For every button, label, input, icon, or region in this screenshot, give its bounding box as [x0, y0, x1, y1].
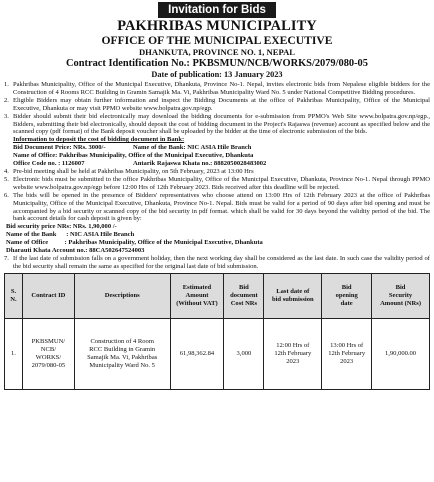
municipality-title: PAKHRIBAS MUNICIPALITY	[117, 18, 317, 34]
deposit-bank: Name of the Bank: NIC ASIA Hile Branch	[133, 144, 252, 152]
address-line: DHANKUTA, PROVINCE NO. 1, NEPAL	[138, 47, 296, 57]
table-header-row	[5, 273, 430, 318]
header-security-amount: Bid Security Amount (NRs)	[372, 273, 430, 318]
cell-last-date: 12:00 Hrs of 12th February 2023	[264, 318, 322, 389]
header-estimated-amount: Estimated Amount (Without VAT)	[170, 273, 224, 318]
header-sn: S. N.	[5, 273, 23, 318]
deposit-row-3	[13, 160, 430, 168]
notice-page	[0, 2, 434, 482]
security-account: Dharauti Khata Account no.: 88CA502647524003	[6, 247, 145, 255]
clause-3	[4, 113, 430, 137]
cell-sn: 1.	[5, 318, 23, 389]
office-code: Office Code no. : 1126007	[13, 160, 85, 168]
cell-estimated-amount: 61,98,362.84	[170, 318, 224, 389]
office-title: OFFICE OF THE MUNICIPAL EXECUTIVE	[101, 34, 333, 47]
clause-number: 3.	[4, 112, 9, 120]
header-contract-id: Contract ID	[22, 273, 74, 318]
clause-text: If the last date of submission falls on a government holiday, then the next working day shall be considered as the last date. In such case the validity period of the bid security shall remain the same as specified for the original last date of bid submission.	[13, 254, 430, 270]
bid-table	[4, 273, 430, 390]
clause-number: 1.	[4, 81, 9, 88]
security-price: Bid security price NRs: NRs. 1,90,000 /-	[6, 223, 117, 231]
clause-text: Eligible Bidders may obtain further information and inspect the Bidding Documents at the office of Pakhribas Municipality, Office of the Municipal Executive, Dhankuta or may visit PPMO website www.bolpatra.gov.np/egp.	[13, 96, 430, 112]
header-opening-date: Bid opening date	[322, 273, 372, 318]
publication-date: Date of publication: 13 January 2023	[151, 70, 283, 79]
cell-opening-date: 13:00 Hrs of 12th February 2023	[322, 318, 372, 389]
contract-id-line: Contract Identification No.: PKBSMUN/NCB/WORKS/2079/080-05	[66, 58, 368, 69]
clause-5	[4, 176, 430, 192]
clause-number: 5.	[4, 175, 9, 183]
clause-text: Electronic bids must be submitted to the office Pakhribas Municipality, Office of the Municipal Executive, Dhankuta, Province No-1. Nepal through PPMO website www.bolpatra.gov.np/egp before 12:00 Hrs of 12th February 2023. Bids received after this deadline will be rejected.	[13, 175, 430, 191]
security-bank: Name of the Bank : NIC ASIA Hile Branch	[6, 231, 135, 239]
deposit-info	[4, 136, 430, 168]
security-office: Name of Office : Pakhribas Municipality, Office of the Municipal Executive, Dhankuta	[6, 239, 263, 247]
clause-text: Pakhribas Municipality, Office of the Municipal Executive, Dhankuta, Province No-1. Nepal, invites electronic bids from Nepalese eligible bidders for the Construction of 4 Rooms RCC Building in Gramin Samajik Ma. Vi, Pakhribas Municipality Ward No. 5 under National Competitive Bidding procedures.	[13, 81, 430, 96]
notice-banner: Invitation for Bids	[158, 2, 276, 18]
clause-2	[4, 97, 430, 113]
clause-4	[4, 168, 430, 176]
table-row	[5, 318, 430, 389]
security-info	[4, 223, 430, 255]
clause-text: The bids will be opened in the presence of Bidders' representatives who choose attend on 13:00 Hrs of 12th February 2023 at the office of Pakhribas Municipality, Office of the Municipal Executive, Dhankuta, Province No-1. Nepal. Bids must be valid for a period of 90 days after bid opening and must be accompanied by a bid security or scanned copy of the bid security in pdf format. which shall be valid for 30 days beyond the validity period of the bid. The bank account details for cash deposit is given by:	[13, 191, 430, 223]
clause-number: 4.	[4, 167, 9, 175]
clause-number: 2.	[4, 96, 9, 104]
cell-description: Construction of 4 Room RCC Building in Gramin Samajik Ma. Vi, Pakhribas Municipality Ward No. 5	[74, 318, 170, 389]
deposit-office-name: Name of Office: Pakhribas Municipality, Office of the Municipal Executive, Dhankuta	[13, 152, 254, 160]
clause-number: 7.	[4, 254, 9, 262]
cell-security-amount: 1,90,000.00	[372, 318, 430, 389]
clause-text: Pre-bid meeting shall be held at Pakhribas Municipality, on 5th February, 2023 at 13:00 Hrs	[13, 167, 254, 175]
clause-text: Bidder should submit their bid electronically may download the bidding documents for e-submission from PPMO's Web Site www.bolpatra.gov.np/egp., Bidders, submitting their bid electronically, should deposit the cost of bidding document in the Project's Rajaswa (revenue) account as specified below and the scanned copy (pdf format) of the Bank deposit voucher shall be uploaded by the bidder at the time of electronic submission of the bids.	[13, 112, 430, 136]
header-document-cost: Bid document Cost NRs	[224, 273, 264, 318]
header-last-date: Last date of bid submission	[264, 273, 322, 318]
document-price: Bid Document Price: NRs. 3000/-	[13, 144, 106, 152]
clause-6	[4, 192, 430, 224]
clause-number: 6.	[4, 191, 9, 199]
revenue-account: Antarik Rajaswa Khata no.: 8882050028483002	[133, 160, 267, 168]
deposit-row-1	[13, 144, 430, 152]
header-descriptions: Descriptions	[74, 273, 170, 318]
cell-contract-id: PKBSMUN/ NCB/ WORKS/ 2079/080-05	[22, 318, 74, 389]
clause-1	[4, 81, 430, 97]
deposit-heading: Information to deposit the cost of bidding document in Bank:	[13, 136, 185, 144]
notice-body	[4, 81, 430, 271]
clause-7	[4, 255, 430, 271]
cell-document-cost: 3,000	[224, 318, 264, 389]
